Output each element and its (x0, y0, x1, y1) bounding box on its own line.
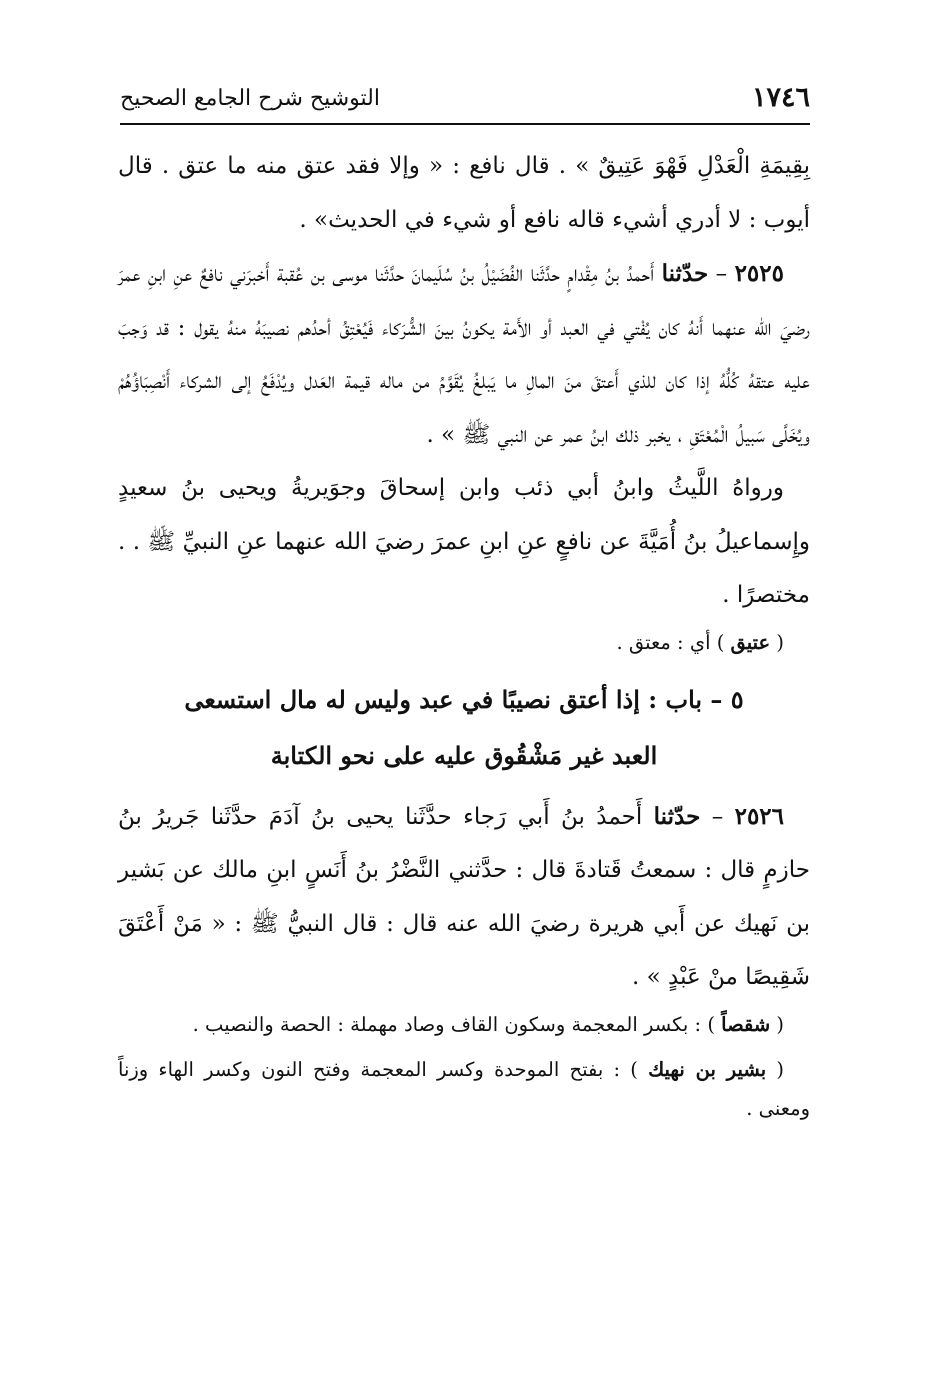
page-header (120, 80, 810, 120)
note-open-paren: ( (770, 630, 784, 654)
chapter-heading-line-1: ٥ – باب : إذا أعتق نصيبًا في عبد وليس له مال استسعى (184, 684, 744, 714)
header-rule (120, 123, 810, 125)
note-atiq (118, 623, 810, 662)
note-shaqis (118, 1005, 810, 1044)
page-number: ١٧٤٦ (751, 82, 810, 113)
note-text: أي : معتق . (616, 630, 717, 654)
note-close-paren: ) (716, 630, 731, 654)
note-close-paren: ) (707, 1012, 722, 1036)
narration-paragraph (118, 462, 810, 623)
narration-text: ورواهُ اللَّيثُ وابنُ أبي ذئب وابن إسحاقَ وجوَيريةُ ويحيى بنُ سعيدٍ وإِسماعيلُ بنُ أُمَيَّةَ عن نافعٍ عنِ ابنِ عمرَ رضيَ الله عنهما عنِ النبيِّ ﷺ . . مختصرًا . (118, 475, 810, 608)
note-term: شقصاً (721, 1012, 771, 1036)
note-open-paren: ( (770, 1012, 784, 1036)
note-bashir (118, 1050, 810, 1128)
note-term: بشير بن نهيك (648, 1057, 767, 1081)
hadith-keyword: حدّثنا (661, 260, 709, 287)
hadith-2526 (118, 790, 810, 1005)
note-text: : بكسر المعجمة وسكون القاف وصاد مهملة : الحصة والنصيب . (192, 1012, 708, 1036)
hadith-text: أَحمدُ بنُ مِقْدامٍ حدَّثَنا الفُضَيْلُ بنُ سُلَيمانَ حدَّثَنا موسى بن عُقبة أَخبرَني نافعٌ عنِ ابنِ عمرَ رضيَ الله عنهما أَنهُ كان يُفْتي في العبد أو الأَمة يكونُ بينَ الشُّرَكاء فَيُعْتِقُ أحدُهم نصيبَهُ منهُ يقول : قد وَجبَ عليه عتقهُ كُلُّهُ إذا كان للذي أَعتقَ منَ المالِ ما يَبلغُ يُقَوَّمُ من ماله قيمة العَدل ويُدْفَعُ إلى الشركاء أَنْصِبَاؤُهُمْ ويُخَلَّى سَبيلُ الْمُعْتَقِ ، يخبر ذلك ابنُ عمر عن النبي ﷺ » . (118, 261, 810, 448)
chapter-heading (118, 672, 810, 784)
hadith-number: ٢٥٢٥ (734, 260, 784, 287)
chapter-heading-line-2: العبد غير مَشْقُوق عليه على نحو الكتابة (270, 740, 658, 770)
continuation-paragraph (118, 140, 810, 247)
page-body (118, 140, 810, 1128)
hadith-2525 (118, 247, 810, 462)
continuation-text: بِقِيمَةِ الْعَدْلِ فَهْوَ عَتِيقٌ » . قال نافع : « وإلا فقد عتق منه ما عتق . قال أيوب : لا أدري أشيء قاله نافع أو شيء في الحديث» . (118, 153, 810, 233)
hadith-keyword: حدّثنا (653, 802, 701, 830)
running-title: التوشيح شرح الجامع الصحيح (120, 86, 380, 111)
note-text: : بفتح الموحدة وكسر المعجمة وفتح النون وكسر الهاء وزناً ومعنى . (118, 1057, 810, 1120)
note-term: عتيق (730, 630, 771, 654)
hadith-dash: – (708, 261, 735, 287)
note-close-paren: ) (630, 1057, 649, 1081)
hadith-text: أَحمدُ بنُ أَبي رَجاء حدَّثَنا يحيى بنُ آدَمَ حدَّثَنا جَريرُ بنُ حازمٍ قال : سمعتُ قَتادةَ قال : حدَّثني النَّضْرُ بنُ أَنَسٍ ابنِ مالك عن بَشير بن نَهيك عن أَبي هريرة رضيَ الله عنه قال : قال النبيُّ ﷺ : « مَنْ أَعْتَقَ شَقِيصًا منْ عَبْدٍ » . (118, 803, 810, 990)
hadith-number: ٢٥٢٦ (734, 802, 785, 830)
note-open-paren: ( (766, 1057, 784, 1081)
hadith-dash: – (700, 803, 735, 830)
